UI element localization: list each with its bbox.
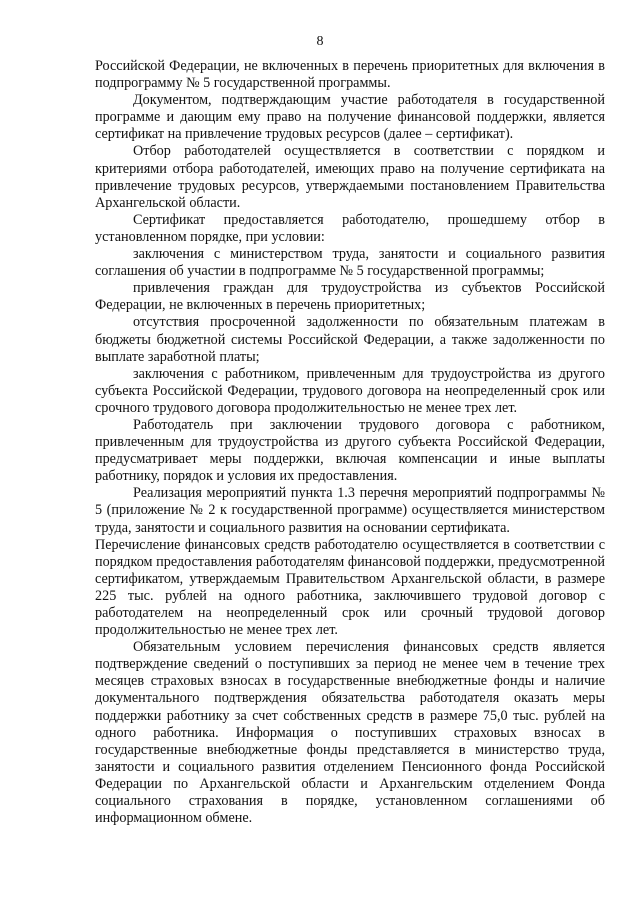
- paragraph-3: Отбор работодателей осуществляется в соответствии с порядком и критериями отбора работодателей, имеющих право на получение сертификата на привлечение трудовых ресурсов, утверждаемыми постановлением Правительства Архангельской области.: [95, 143, 605, 211]
- document-body: [95, 58, 605, 827]
- paragraph-7: отсутствия просроченной задолженности по обязательным платежам в бюджеты бюджетной системы Российской Федерации, а также задолженности по выплате заработной платы;: [95, 314, 605, 365]
- paragraph-5: заключения с министерством труда, занятости и социального развития соглашения об участии в подпрограмме № 5 государственной программы;: [95, 246, 605, 280]
- paragraph-11: Перечисление финансовых средств работодателю осуществляется в соответствии с порядком предоставления работодателям финансовой поддержки, предусмотренной сертификатом, утверждаемым Правительством Архангельской области, в размере 225 тыс. рублей на одного работника, заключившего трудовой договор с работодателем на неопределенный срок или срочный трудовой договор продолжительностью не менее трех лет.: [95, 536, 605, 639]
- paragraph-10: Реализация мероприятий пункта 1.3 перечня мероприятий подпрограммы № 5 (приложение № 2 к государственной программе) осуществляется министерством труда, занятости и социального развития на основании сертификата.: [95, 485, 605, 536]
- paragraph-4: Сертификат предоставляется работодателю, прошедшему отбор в установленном порядке, при условии:: [95, 211, 605, 245]
- paragraph-9: Работодатель при заключении трудового договора с работником, привлеченным для трудоустройства из другого субъекта Российской Федерации, предусматривает меры поддержки, включая компенсации и иные выплаты работнику, порядок и условия их предоставления.: [95, 416, 605, 485]
- page-number: 8: [316, 34, 324, 49]
- paragraph-6: привлечения граждан для трудоустройства из субъектов Российской Федерации, не включенных в перечень приоритетных;: [95, 280, 605, 314]
- paragraph-2: Документом, подтверждающим участие работодателя в государственной программе и дающим ему право на получение финансовой поддержки, является сертификат на привлечение трудовых ресурсов (далее – сертификат).: [95, 92, 605, 143]
- paragraph-8: заключения с работником, привлеченным для трудоустройства из другого субъекта Российской Федерации, трудового договора на неопределенный срок или срочного трудового договора продолжительностью не менее трех лет.: [95, 365, 605, 416]
- paragraph-12: Обязательным условием перечисления финансовых средств является подтверждение сведений о поступивших за период не менее чем в течение трех месяцев страховых взносах в государственные внебюджетные фонды и наличие документального подтверждения обязательства работодателя оказать меры поддержки работнику за счет собственных средств в размере 75,0 тыс. рублей на одного работника. Информация о поступивших страховых взносах в государственные внебюджетные фонды представляется в министерство труда, занятости и социального развития отделением Пенсионного фонда Российской Федерации по Архангельской области и Архангельским отделением Фонда социального страхования в порядке, установленном соглашениями об информационном обмене.: [95, 639, 605, 827]
- paragraph-1: Российской Федерации, не включенных в перечень приоритетных для включения в подпрограмму № 5 государственной программы.: [95, 58, 605, 92]
